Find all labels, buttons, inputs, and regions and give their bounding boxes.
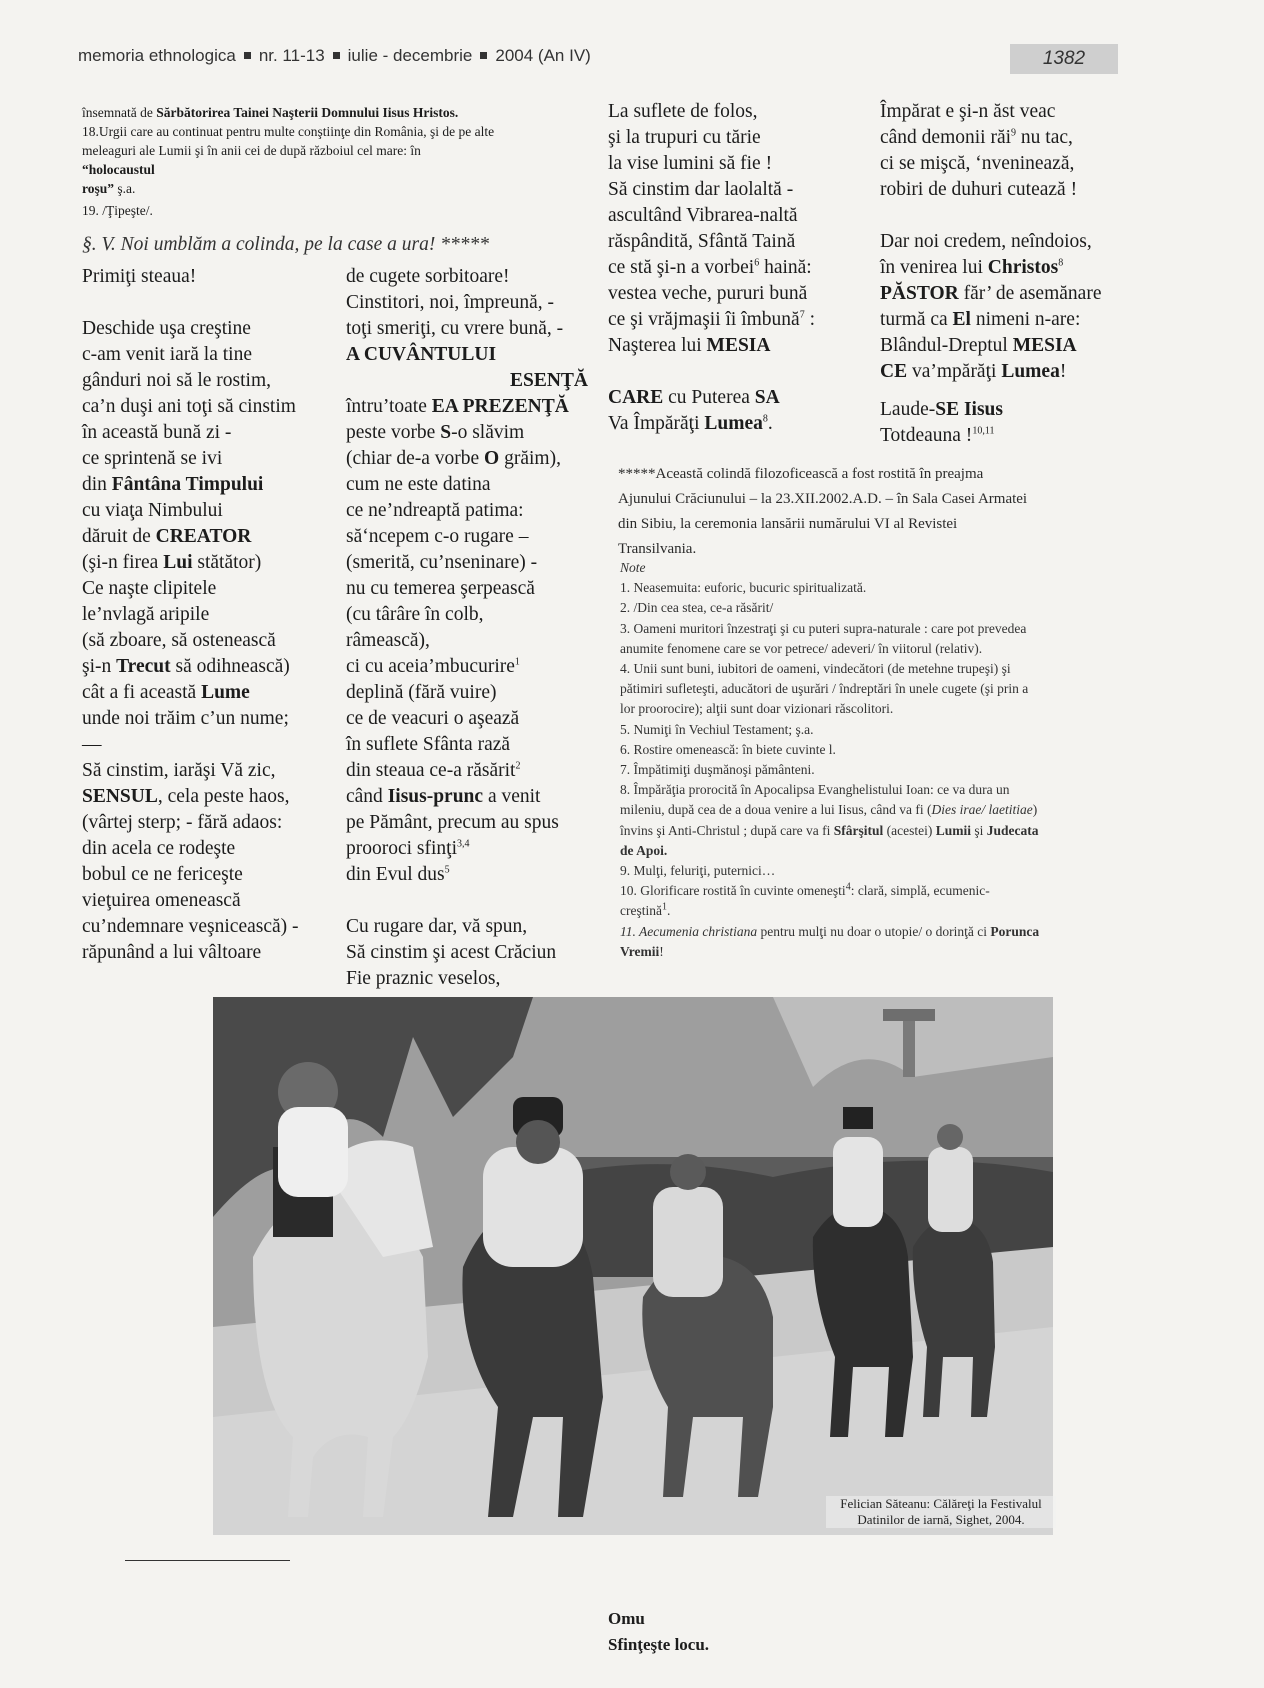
verse-line: râmească),: [346, 630, 430, 651]
verse-line: pe Pământ, precum au spus: [346, 812, 559, 833]
verse-line: vieţuirea omenească: [82, 890, 241, 911]
note-item: 4. Unii sunt buni, iubitori de oameni, vindecători (de metehne trupeşi) şi: [620, 661, 1011, 677]
caption-line: Felician Săteanu: Călăreţi la Festivalul: [840, 1496, 1042, 1511]
verse-line: cum ne este datina: [346, 474, 491, 495]
footnote-rule: [125, 1560, 290, 1561]
issue-year: 2004 (An IV): [495, 46, 591, 65]
poem-column-4: [880, 99, 1140, 449]
proverb-line: Sfinţeşte locu.: [608, 1635, 710, 1654]
proverb-line: Omu: [608, 1609, 645, 1628]
verse-line: (şi-n firea Lui stătător): [82, 552, 262, 573]
photo-caption: [826, 1496, 1056, 1528]
verse-line: c-am venit iară la tine: [82, 344, 252, 365]
verse-line: din Evul dus$^5$: [346, 864, 450, 885]
verse-line: CE va’mpărăţi Lumea!: [880, 361, 1067, 382]
verse-line: să‘ncepem c-o rugare –: [346, 526, 529, 547]
verse-line: le’nvlagă aripile: [82, 604, 210, 625]
running-header: [78, 46, 591, 66]
square-bullet-icon: [244, 52, 251, 59]
note-18-tail: roşu” ş.a.: [82, 181, 136, 196]
verse-line: Laude-SE Iisus: [880, 399, 1003, 420]
note-item: 10. Glorificare rostită în cuvinte omeneşti$^4$: clară, simplă, ecumenic-: [620, 881, 990, 899]
verse-line: Ce naşte clipitele: [82, 578, 217, 599]
verse-line: bobul ce ne fericeşte: [82, 864, 243, 885]
verse-line: răspândită, Sfântă Taină: [608, 231, 796, 252]
verse-line: Totdeauna !$^{10,11}$: [880, 425, 995, 446]
verse-line: (să zboare, să ostenească: [82, 630, 276, 651]
verse-line: dăruit de CREATOR: [82, 526, 252, 547]
note-item: învins şi Anti-Christul ; după care va fi Sfârşitul (acestei) Lumii şi Judecata: [620, 822, 1039, 838]
note-item: 9. Mulţi, feluriţi, puternici…: [620, 863, 776, 879]
note-item: 8. Împărăţia prorocită în Apocalipsa Evanghelistului Ioan: ce va dura un: [620, 782, 1010, 798]
closing-proverb: [608, 1606, 709, 1658]
poem-column-2: [346, 264, 596, 992]
verse-line: în venirea lui Christos$^8$: [880, 257, 1064, 278]
verse-line: Cu rugare dar, vă spun,: [346, 916, 528, 937]
verse-line: A CUVÂNTULUI: [346, 344, 497, 365]
verse-line: PĂSTOR făr’ de asemănare: [880, 283, 1102, 304]
stanza-divider: —: [82, 734, 102, 755]
note-item: mileniu, după cea de a doua venire a lui Iisus, când va fi (Dies irae/ laetitiae): [620, 802, 1038, 818]
note-item: 11. Aecumenia christiana pentru mulţi nu doar o utopie/ o dorinţă ci Porunca: [620, 923, 1040, 939]
verse-line: (vârtej sterp; - fără adaos:: [82, 812, 283, 833]
footnote-line: din Sibiu, la ceremonia lansării numărului VI al Revistei: [618, 516, 958, 532]
verse-line: Blândul-Dreptul MESIA: [880, 335, 1077, 356]
note-item: 2. /Din cea stea, ce-a răsărit/: [620, 600, 774, 616]
verse-line: ca’n duşi ani toţi să cinstim: [82, 396, 296, 417]
note-item: 5. Numiţi în Vechiul Testament; ş.a.: [620, 721, 814, 737]
verse-line: Primiţi steaua!: [82, 266, 197, 287]
square-bullet-icon: [333, 52, 340, 59]
verse-line: Împărat e şi-n ăst veac: [880, 101, 1056, 122]
verse-line: Dar noi credem, neîndoios,: [880, 231, 1092, 252]
verse-line: ce de veacuri o aşează: [346, 708, 520, 729]
verse-line: vestea veche, pururi bună: [608, 283, 808, 304]
note-item: anumite fenomene care se vor petrece/ adeveri/ în viitorul (relativ).: [620, 640, 983, 656]
verse-line: prooroci sfinţi$^{3,4}$: [346, 838, 470, 859]
verse-line: cu’ndemnare veşnicească) -: [82, 916, 299, 937]
verse-line: de cugete sorbitoare!: [346, 266, 510, 287]
square-bullet-icon: [480, 52, 487, 59]
verse-line: când demonii răi$^9$ nu tac,: [880, 127, 1073, 148]
note-item: 7. Împătimiţi duşmănoşi pământeni.: [620, 762, 815, 778]
note-19: 19. /Ţipeşte/.: [82, 203, 153, 218]
verse-line: cu viaţa Nimbului: [82, 500, 223, 521]
verse-line: răpunând a lui vâltoare: [82, 942, 262, 963]
photo-illustration: [213, 997, 1053, 1535]
verse-line: ci se mişcă, ‘nveninează,: [880, 153, 1075, 174]
verse-line: Naşterea lui MESIA: [608, 335, 771, 356]
notes-list: [620, 558, 1140, 962]
continued-notes: [82, 103, 602, 220]
verse-line: (smerită, cu’nseninare) -: [346, 552, 538, 573]
verse-line: Cinstitori, noi, împreună, -: [346, 292, 554, 313]
verse-line: Să cinstim şi acest Crăciun: [346, 942, 557, 963]
note-item: 6. Rostire omenească: în biete cuvinte l.: [620, 741, 836, 757]
verse-line: (cu târâre în colb,: [346, 604, 484, 625]
section-title: §. V. Noi umblăm a colinda, pe la case a ura! *****: [82, 234, 489, 255]
verse-line: ce ne’ndreaptă patima:: [346, 500, 524, 521]
verse-line: ce sprintenă se ivi: [82, 448, 223, 469]
verse-line: şi-n Trecut să odihnească): [82, 656, 290, 677]
verse-line: din steaua ce-a răsărit$^2$: [346, 760, 521, 781]
verse-line: Va Împărăţi Lumea$^8$.: [608, 413, 773, 434]
verse-line: turmă ca El nimeni n-are:: [880, 309, 1081, 330]
note-item: de Apoi.: [620, 842, 668, 858]
verse-line: cât a fi această Lume: [82, 682, 250, 703]
riders-photo: [213, 997, 1053, 1535]
note-item: pătimiri sufleteşti, aducători de uşurări / îndreptări în unele cugete (şi prin a: [620, 681, 1029, 697]
verse-line: gânduri noi să le rostim,: [82, 370, 272, 391]
note-18-cont: meleaguri ale Lumii şi în anii cei de după războiul cel mare: în: [82, 143, 421, 158]
verse-line: din acela ce rodeşte: [82, 838, 236, 859]
issue-number: nr. 11-13: [258, 46, 325, 65]
verse-line: în această bună zi -: [82, 422, 232, 443]
note-18-end: “holocaustul: [82, 162, 155, 177]
colinda-footnote: [618, 462, 1138, 562]
footnote-line: Ajunului Crăciunului – la 23.XII.2002.A.D. – în Sala Casei Armatei: [618, 491, 1028, 507]
verse-line: la vise lumini să fie !: [608, 153, 773, 174]
verse-line: deplină (fără vuire): [346, 682, 497, 703]
verse-line: din Fântâna Timpului: [82, 474, 264, 495]
issue-period: iulie - decembrie: [347, 46, 473, 65]
verse-line: Să cinstim, iarăşi Vă zic,: [82, 760, 276, 781]
verse-line: ESENŢĂ: [509, 370, 588, 391]
poem-column-3: [608, 99, 868, 437]
verse-line: şi la trupuri cu tărie: [608, 127, 761, 148]
verse-line: întru’toate EA PREZENŢĂ: [346, 396, 569, 417]
verse-line: CARE cu Puterea SA: [608, 387, 780, 408]
verse-line: când Iisus-prunc a venit: [346, 786, 541, 807]
verse-line: (chiar de-a vorbe O grăim),: [346, 448, 561, 469]
verse-line: nu cu temerea şerpească: [346, 578, 535, 599]
note-item: Vremii!: [620, 943, 664, 959]
footnote-line: Transilvania.: [618, 541, 697, 557]
verse-line: peste vorbe S-o slăvim: [346, 422, 525, 443]
verse-line: robiri de duhuri cutează !: [880, 179, 1078, 200]
verse-line: ce şi vrăjmaşii îi îmbună$^7$ :: [608, 309, 816, 330]
verse-line: ce stă şi-n a vorbei$^6$ haină:: [608, 257, 812, 278]
publication-name: memoria ethnologica: [78, 46, 236, 65]
verse-line: Să cinstim dar laolaltă -: [608, 179, 794, 200]
verse-line: ci cu aceia’mbucurire$^1$: [346, 656, 520, 677]
poem-column-1: [82, 264, 332, 966]
note-item: creştină$^1$.: [620, 901, 671, 919]
verse-line: în suflete Sfânta rază: [346, 734, 511, 755]
note-item: 3. Oameni muritori înzestraţi şi cu puteri supra-naturale : care pot prevedea: [620, 620, 1027, 636]
verse-line: toţi smeriţi, cu vrere bună, -: [346, 318, 564, 339]
note-line: însemnată de Sărbătorirea Tainei Naşterii Domnului Iisus Hristos.: [82, 105, 459, 120]
verse-line: Deschide uşa creştine: [82, 318, 251, 339]
verse-line: ascultând Vibrarea-naltă: [608, 205, 798, 226]
note-18: 18.Urgii care au continuat pentru multe conştiinţe din România, şi de pe alte: [82, 124, 495, 139]
note-item: lor proorocire); alţii sunt doar vizionari răscolitori.: [620, 701, 894, 717]
footnote-line: *****Această colindă filozoficească a fost rostită în preajma: [618, 466, 984, 482]
verse-line: La suflete de folos,: [608, 101, 758, 122]
verse-line: Fie praznic veselos,: [346, 968, 501, 989]
verse-line: unde noi trăim c’un nume;: [82, 708, 289, 729]
page-number: 1382: [1010, 44, 1118, 74]
verse-line: SENSUL, cela peste haos,: [82, 786, 290, 807]
caption-line: Datinilor de iarnă, Sighet, 2004.: [857, 1512, 1025, 1527]
notes-heading: Note: [620, 560, 646, 575]
note-item: 1. Neasemuita: euforic, bucuric spiritualizată.: [620, 580, 867, 596]
